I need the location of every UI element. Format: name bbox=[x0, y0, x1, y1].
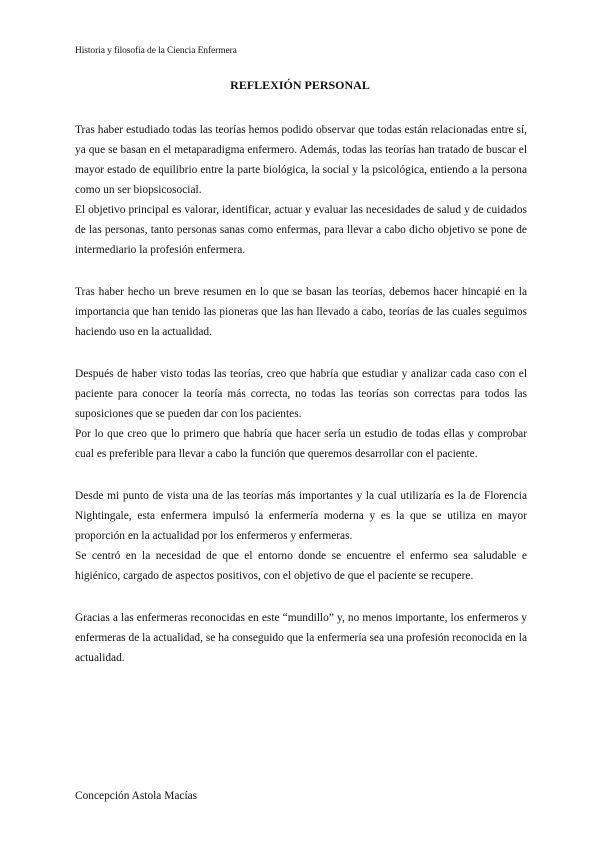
paragraph: Tras haber hecho un breve resumen en lo que se basan las teorías, debemos hacer hincapié en la importancia que han tenido las pioneras que las han llevado a cabo, teorías de las cuales seguimos haciendo uso en la actualidad. bbox=[75, 286, 527, 338]
paragraph: Desde mi punto de vista una de las teorías más importantes y la cual utilizaría es la de Florencia Nightingale, esta enfermera impulsó la enfermería moderna y es la que se utiliza en mayor proporción en la actualidad por los enfermeros y enfermeras. bbox=[75, 490, 527, 542]
paragraph: Tras haber estudiado todas las teorías hemos podido observar que todas están relacionadas entre sí, ya que se basan en el metaparadigma enfermero. Además, todas las teorías han tratado de buscar el mayor estado de equilibrio entre la parte biológica, la social y la psicológica, entiendo a la persona como un ser biopsicosocial. bbox=[75, 124, 527, 196]
document-body bbox=[75, 120, 527, 668]
author-signature: Concepción Astola Macías bbox=[75, 790, 198, 802]
running-header: Historia y filosofía de la Ciencia Enfermera bbox=[75, 46, 237, 56]
paragraph: Se centró en la necesidad de que el entorno donde se encuentre el enfermo sea saludable e higiénico, cargado de aspectos positivos, con el objetivo de que el paciente se recupere. bbox=[75, 550, 527, 582]
paragraph: El objetivo principal es valorar, identificar, actuar y evaluar las necesidades de salud y de cuidados de las personas, tanto personas sanas como enfermas, para llevar a cabo dicho objetivo se pone de intermediario la profesión enfermera. bbox=[75, 204, 527, 256]
document-title: REFLEXIÓN PERSONAL bbox=[230, 78, 370, 92]
paragraph: Por lo que creo que lo primero que habría que hacer sería un estudio de todas ellas y comprobar cual es preferible para llevar a cabo la función que queremos desarrollar con el paciente. bbox=[75, 428, 527, 460]
paragraph: Después de haber visto todas las teorías, creo que habría que estudiar y analizar cada caso con el paciente para conocer la teoría más correcta, no todas las teorías son correctas para todos las suposiciones que se pueden dar con los pacientes. bbox=[75, 368, 527, 420]
paragraph: Gracias a las enfermeras reconocidas en este “mundillo” y, no menos importante, los enfermeros y enfermeras de la actualidad, se ha conseguido que la enfermería sea una profesión reconocida en la actualidad. bbox=[75, 612, 527, 664]
